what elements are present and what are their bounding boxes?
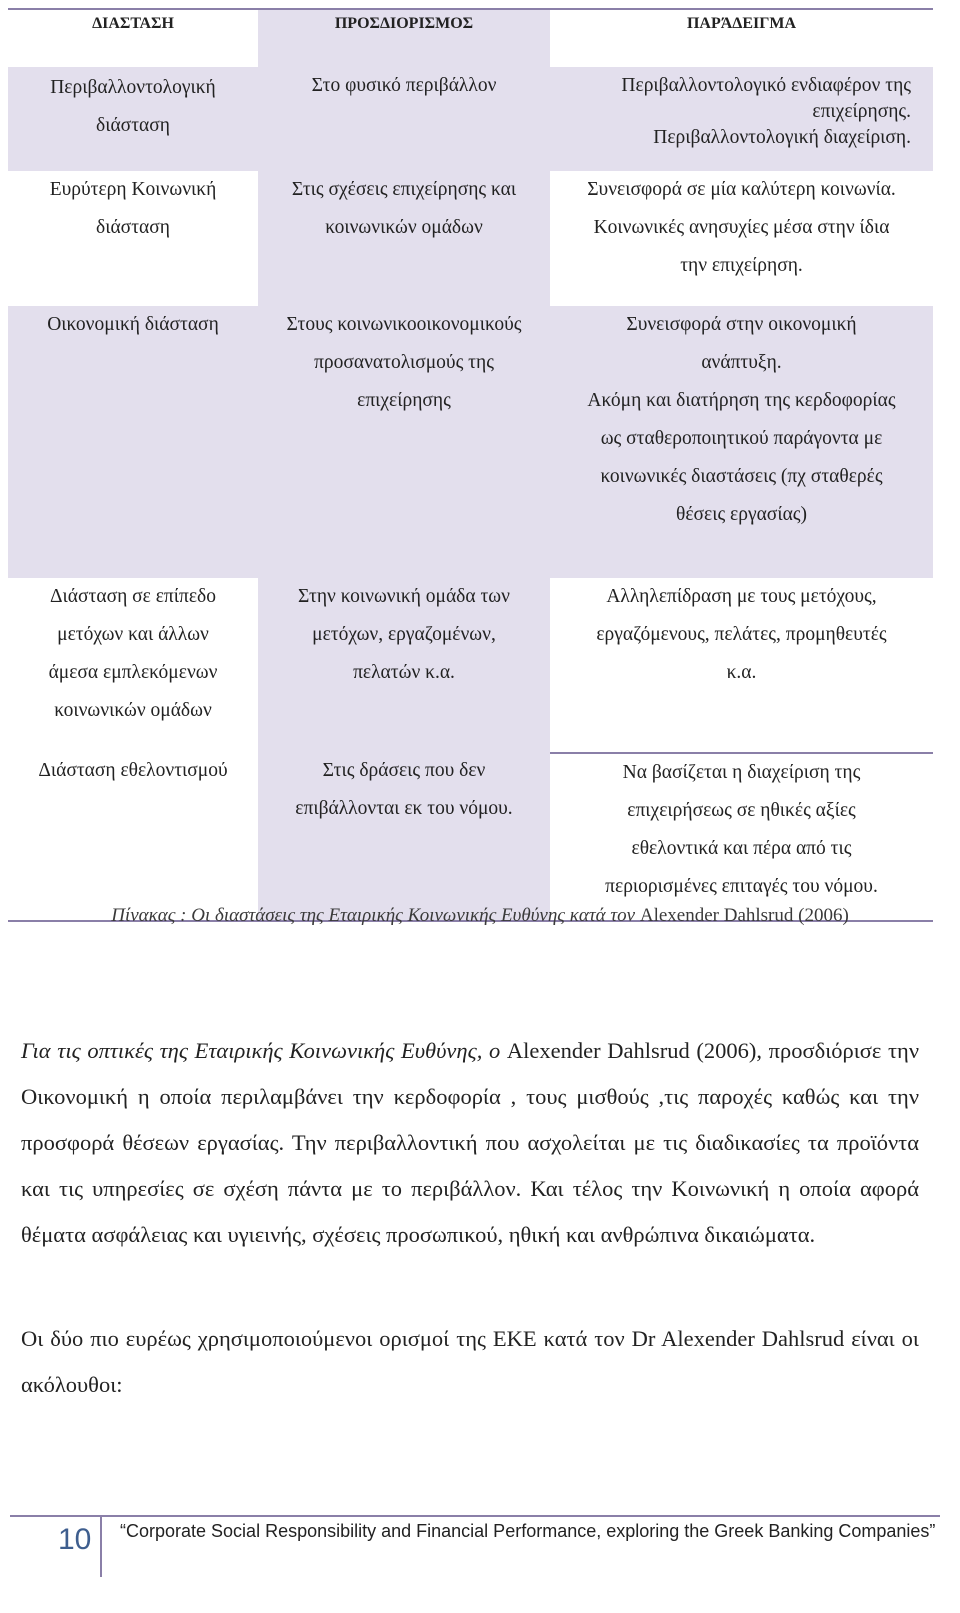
header-example: ΠΑΡΆΔΕΙΓΜΑ — [686, 15, 797, 32]
cell-dimension: Διάσταση σε επίπεδο μετόχων και άλλων άμεσα εμπλεκόμενων κοινωνικών ομάδων — [48, 586, 218, 721]
cell-definition: Στις σχέσεις επιχείρησης και κοινωνικών ομάδων — [291, 179, 517, 238]
page-number: 10 — [58, 1523, 92, 1556]
cell-definition: Στις δράσεις που δεν επιβάλλονται εκ του νόμου. — [295, 760, 513, 819]
table-row — [8, 752, 933, 922]
cell-definition: Στην κοινωνική ομάδα των μετόχων, εργαζομένων, πελατών κ.α. — [298, 586, 510, 683]
footer-divider — [10, 1515, 940, 1517]
table-row — [8, 67, 933, 171]
footer-title: “Corporate Social Responsibility and Financial Performance, exploring the Greek Banking Companies” — [120, 1521, 936, 1541]
body-paragraph-1 — [21, 1028, 919, 1258]
table-row — [8, 306, 933, 578]
cell-example: Περιβαλλοντολογικό ενδιαφέρον της επιχείρησης. Περιβαλλοντολογική διαχείριση. — [621, 75, 911, 148]
table-caption — [0, 905, 960, 927]
table-row — [8, 578, 933, 752]
paragraph-1-text: Alexender Dahlsrud (2006), προσδιόρισε την Οικονομική η οποία περιλαμβάνει την κερδοφορία , τους μισθούς ,τις παροχές καθώς και την προσφορά θέσεων εργασίας. Την περιβαλλοντική που ασχολείται με τις διαδικασίες τα προϊόντα και τις υπηρεσίες σε σχέση πάντα με το περιβάλλον. Και τέλος την Κοινωνική η οποία αφορά θέματα ασφάλειας και υγιεινής, σχέσεις προσωπικού, ηθική και ανθρώπινα δικαιώματα. — [21, 1038, 919, 1247]
cell-dimension: Οικονομική διάσταση — [47, 314, 219, 335]
cell-dimension: Διάσταση εθελοντισμού — [38, 760, 228, 781]
cell-example: Αλληλεπίδραση με τους μετόχους, εργαζόμενους, πελάτες, προμηθευτές κ.α. — [596, 586, 887, 683]
cell-dimension: Ευρύτερη Κοινωνική διάσταση — [49, 179, 217, 238]
page-number-separator — [100, 1517, 102, 1577]
table-header-row — [8, 10, 933, 67]
caption-italic: Πίνακας : Οι διαστάσεις της Εταιρικής Κοινωνικής Ευθύνης κατά τον — [111, 905, 636, 926]
cell-example: Συνεισφορά σε μία καλύτερη κοινωνία. Κοινωνικές ανησυχίες μέσα στην ίδια την επιχείρηση. — [587, 179, 896, 276]
cell-definition: Στο φυσικό περιβάλλον — [311, 75, 497, 96]
header-dimension: ΔΙΑΣΤΑΣΗ — [92, 15, 174, 32]
cell-definition: Στους κοινωνικοοικονομικούς προσανατολισμούς της επιχείρησης — [286, 314, 522, 411]
cell-dimension: Περιβαλλοντολογική διάσταση — [50, 77, 216, 136]
cell-example: Συνεισφορά στην οικονομική ανάπτυξη. Ακόμη και διατήρηση της κερδοφορίας ως σταθεροποιητικού παράγοντα με κοινωνικές διαστάσεις (πχ σταθερές θέσεις εργασίας) — [587, 314, 896, 525]
dimensions-table — [8, 8, 933, 922]
header-definition: ΠΡΟΣΔΙΟΡΙΣΜΟΣ — [258, 10, 550, 67]
table-row — [8, 171, 933, 306]
cell-example: Να βασίζεται η διαχείριση της επιχειρήσεως σε ηθικές αξίες εθελοντικά και πέρα από τις περιορισμένες επιταγές του νόμου. — [605, 762, 878, 897]
caption-author: Alexender Dahlsrud (2006) — [639, 905, 849, 926]
body-paragraph-2: Οι δύο πιο ευρέως χρησιμοποιούμενοι ορισμοί της ΕΚΕ κατά τον Dr Alexender Dahlsrud είναι οι ακόλουθοι: — [21, 1326, 919, 1397]
paragraph-1-italic: Για τις οπτικές της Εταιρικής Κοινωνικής Ευθύνης, ο — [21, 1038, 501, 1063]
